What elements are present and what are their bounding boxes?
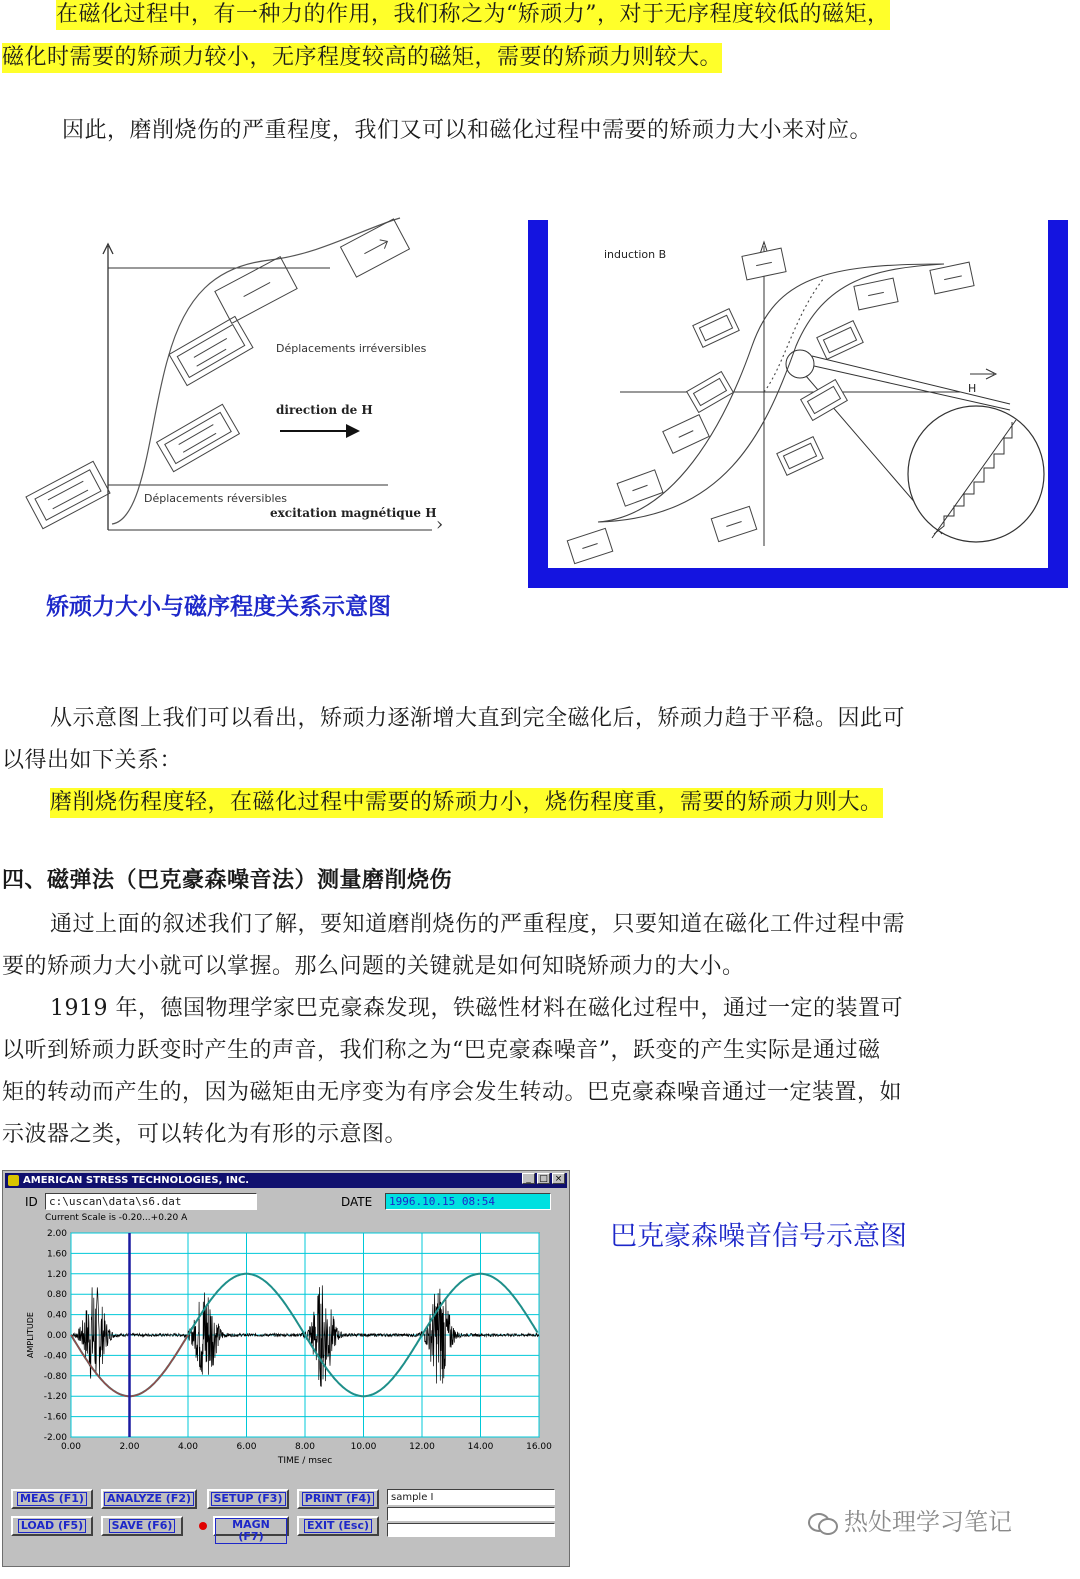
para1-line2: 磁化时需要的矫顽力较小，无序程度较高的磁矩，需要的矫顽力则较大。 xyxy=(2,43,722,73)
x-tick-label: 4.00 xyxy=(177,1442,199,1452)
section4-heading: 四、磁弹法（巴克豪森噪音法）测量磨削烧伤 xyxy=(2,868,453,893)
x-tick-label: 8.00 xyxy=(294,1442,316,1452)
y-tick-label: -0.40 xyxy=(43,1351,67,1362)
load-button[interactable]: LOAD (F5) xyxy=(11,1516,93,1536)
x-tick-label: 0.00 xyxy=(60,1442,82,1452)
scope-title-bar[interactable] xyxy=(5,1173,567,1188)
x-axis-label: TIME / msec xyxy=(277,1456,333,1466)
label-h: H xyxy=(968,382,977,395)
y-axis-label: AMPLITUDE xyxy=(26,1312,35,1358)
watermark xyxy=(808,1502,1012,1537)
print-button[interactable]: PRINT (F4) xyxy=(297,1489,379,1509)
section4-p1-line2: 要的矫顽力大小就可以掌握。那么问题的关键就是如何知晓矫顽力的大小。 xyxy=(2,954,745,979)
label-reversible: Déplacements réversibles xyxy=(144,492,287,505)
status-led xyxy=(199,1522,207,1530)
y-tick-label: 2.00 xyxy=(46,1229,67,1239)
app-icon xyxy=(8,1175,19,1186)
section4-p2-line2: 以听到矫顽力跃变时产生的声音，我们称之为“巴克豪森噪音”，跃变的产生实际是通过磁 xyxy=(2,1038,881,1063)
section4-p2-line3: 矩的转动而产生的，因为磁矩由无序变为有序会发生转动。巴克豪森噪音通过一定装置，如 xyxy=(2,1080,903,1105)
y-tick-label: 1.60 xyxy=(46,1249,67,1260)
x-tick-label: 14.00 xyxy=(467,1442,494,1452)
para1-line1: 在磁化过程中，有一种力的作用，我们称之为“矫顽力”，对于无序程度较低的磁矩， xyxy=(56,0,890,30)
section4-p2-line1: 1919 年，德国物理学家巴克豪森发现，铁磁性材料在磁化过程中，通过一定的装置可 xyxy=(50,996,903,1021)
label-irreversible: Déplacements irréversibles xyxy=(276,342,427,355)
label-induction: induction B xyxy=(604,248,667,261)
minimize-button[interactable]: _ xyxy=(522,1173,535,1184)
x-tick-label: 6.00 xyxy=(236,1442,257,1452)
barkhausen-noise-chart xyxy=(13,1225,559,1471)
x-tick-label: 12.00 xyxy=(409,1442,435,1452)
watermark-text: 热处理学习笔记 xyxy=(844,1508,1012,1536)
y-tick-label: -0.80 xyxy=(43,1371,67,1382)
caption-coercivity-figure: 矫顽力大小与磁序程度关系示意图 xyxy=(46,594,391,620)
id-field[interactable]: c:\uscan\data\s6.dat xyxy=(45,1193,257,1210)
barkhausen-scope-window xyxy=(2,1170,570,1567)
label-excitation: excitation magnétique H xyxy=(270,506,437,520)
y-tick-label: 0.40 xyxy=(46,1310,67,1321)
y-tick-label: 0.00 xyxy=(46,1331,67,1341)
analyze-button[interactable]: ANALYZE (F2) xyxy=(101,1489,197,1509)
magnetization-curve-figure xyxy=(0,208,470,550)
x-tick-label: 10.00 xyxy=(350,1442,377,1452)
exit-button[interactable]: EXIT (Esc) xyxy=(297,1516,379,1536)
section4-p1-line1: 通过上面的叙述我们了解，要知道磨削烧伤的严重程度，只要知道在磁化工件过程中需 xyxy=(50,912,906,937)
caption-barkhausen-figure: 巴克豪森噪音信号示意图 xyxy=(610,1221,907,1252)
y-tick-label: -1.60 xyxy=(43,1412,67,1423)
para3-line1: 从示意图上我们可以看出，矫顽力逐渐增大直到完全磁化后，矫顽力趋于平稳。因此可 xyxy=(50,706,906,731)
id-label: ID xyxy=(25,1195,38,1209)
para3-line3-highlight: 磨削烧伤程度轻，在磁化过程中需要的矫顽力小，烧伤程度重，需要的矫顽力则大。 xyxy=(50,788,883,818)
note-field-2[interactable] xyxy=(387,1523,555,1537)
para3-line2: 以得出如下关系： xyxy=(2,748,183,773)
setup-button[interactable]: SETUP (F3) xyxy=(207,1489,289,1509)
wechat-icon xyxy=(808,1511,838,1533)
svg-text:›: › xyxy=(436,514,444,535)
label-direction: direction de H xyxy=(276,403,373,417)
meas-button[interactable]: MEAS (F1) xyxy=(11,1489,93,1509)
maximize-button[interactable]: □ xyxy=(537,1173,550,1184)
current-scale-text: Current Scale is -0.20...+0.20 A xyxy=(45,1213,188,1223)
sample-field[interactable]: sample I xyxy=(387,1489,555,1505)
hysteresis-loop-figure xyxy=(524,216,1072,590)
y-tick-label: 0.80 xyxy=(46,1290,67,1301)
y-tick-label: -2.00 xyxy=(43,1433,67,1443)
para2-line1: 因此，磨削烧伤的严重程度，我们又可以和磁化过程中需要的矫顽力大小来对应。 xyxy=(62,118,873,143)
y-tick-label: 1.20 xyxy=(46,1269,67,1280)
scope-window-title: AMERICAN STRESS TECHNOLOGIES, INC. xyxy=(23,1175,250,1186)
x-tick-label: 2.00 xyxy=(119,1442,140,1452)
date-field[interactable]: 1996.10.15 08:54 xyxy=(385,1193,551,1210)
magn-button[interactable]: MAGN (F7) xyxy=(213,1516,289,1536)
y-tick-label: -1.20 xyxy=(43,1392,67,1403)
date-label: DATE xyxy=(341,1195,373,1209)
save-button[interactable]: SAVE (F6) xyxy=(101,1516,183,1536)
close-button[interactable]: × xyxy=(552,1173,565,1184)
x-tick-label: 16.00 xyxy=(526,1442,552,1452)
note-field-1[interactable] xyxy=(387,1507,555,1521)
section4-p2-line4: 示波器之类，可以转化为有形的示意图。 xyxy=(2,1122,408,1147)
